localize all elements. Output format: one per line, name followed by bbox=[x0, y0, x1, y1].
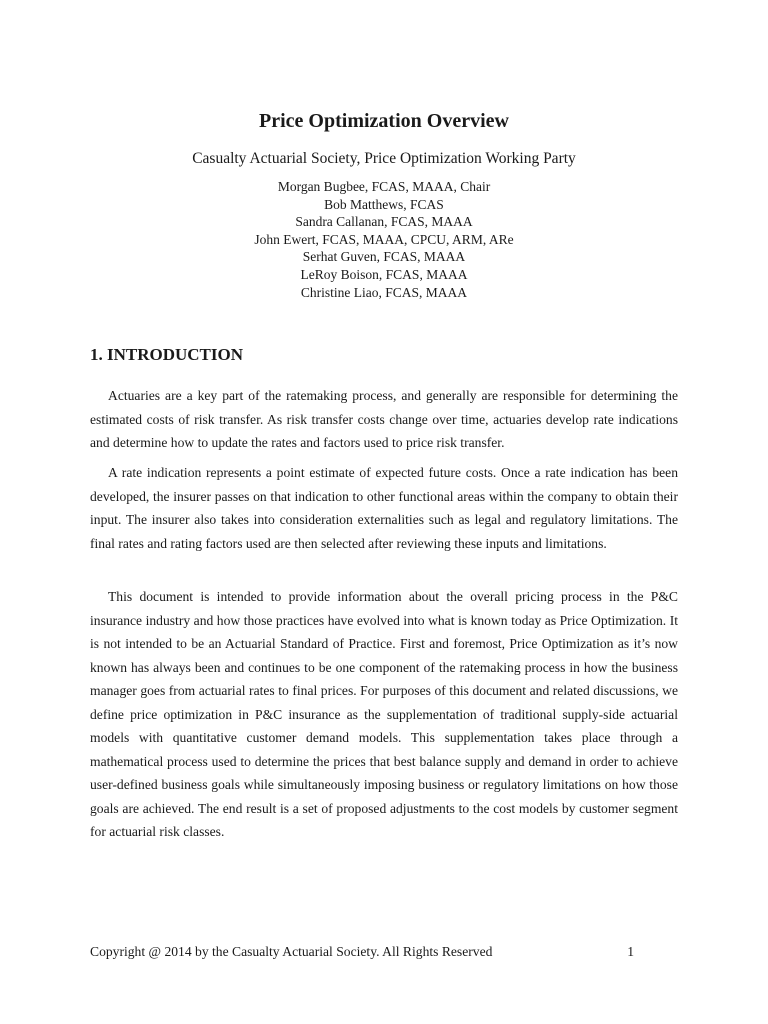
author-line: LeRoy Boison, FCAS, MAAA bbox=[300, 266, 468, 282]
page-title: Price Optimization Overview bbox=[259, 110, 509, 132]
author-line: Bob Matthews, FCAS bbox=[324, 196, 444, 212]
body-paragraph: This document is intended to provide information about the overall pricing process in the P&C insurance industry and how those practices have evolved into what is known today as Price Optimization. It is not intended to be an Actuarial Standard of Practice. First and foremost, Price Optimization as it’s now known has always been and continues to be one component of the ratemaking process in how the business manager goes from actuarial rates to final prices. For purposes of this document and related discussions, we define price optimization in P&C insurance as the supplementation of traditional supply-side actuarial models with quantitative customer demand models. This supplementation takes place through a mathematical process used to determine the prices that best balance supply and demand in order to achieve user-defined business goals while simultaneously imposing business or regulatory limitations on how those goals are achieved. The end result is a set of proposed adjustments to the cost models by customer segment for actuarial risk classes. bbox=[90, 589, 678, 839]
author-line: Christine Liao, FCAS, MAAA bbox=[300, 284, 468, 300]
copyright-notice: Copyright @ 2014 by the Casualty Actuarial Society. All Rights Reserved bbox=[90, 944, 493, 959]
page-number: 1 bbox=[627, 944, 634, 959]
subtitle: Casualty Actuarial Society, Price Optimization Working Party bbox=[192, 150, 576, 167]
body-paragraph: A rate indication represents a point estimate of expected future costs. Once a rate indication has been developed, the insurer passes on that indication to other functional areas within the company to obtain their input. The insurer also takes into consideration externalities such as legal and regulatory limitations. The final rates and rating factors used are then selected after reviewing these inputs and limitations. bbox=[90, 465, 678, 551]
section-heading: 1. INTRODUCTION bbox=[90, 345, 244, 364]
page-footer bbox=[90, 943, 634, 961]
author-line: Sandra Callanan, FCAS, MAAA bbox=[295, 214, 473, 230]
author-list bbox=[0, 178, 768, 301]
author-line: John Ewert, FCAS, MAAA, CPCU, ARM, ARe bbox=[254, 231, 514, 247]
author-line: Serhat Guven, FCAS, MAAA bbox=[302, 249, 466, 265]
body-paragraph: Actuaries are a key part of the ratemaking process, and generally are responsible for determining the estimated costs of risk transfer. As risk transfer costs change over time, actuaries develop rate indications and determine how to update the rates and factors used to price risk transfer. bbox=[90, 388, 678, 450]
author-line: Morgan Bugbee, FCAS, MAAA, Chair bbox=[277, 179, 491, 194]
